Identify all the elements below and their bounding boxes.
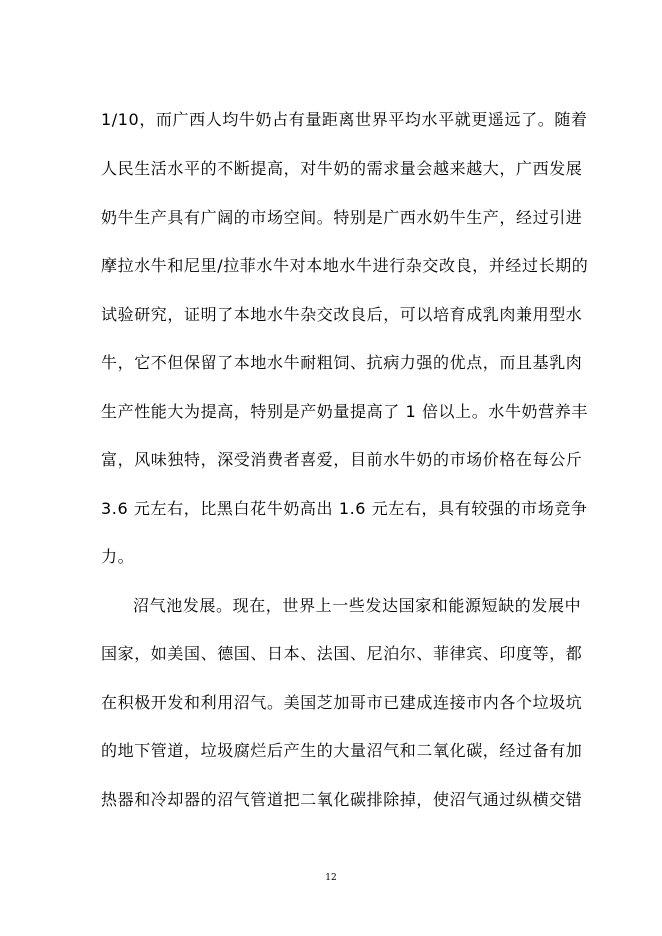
text-line: 摩拉水牛和尼里/拉菲水牛对本地水牛进行杂交改良，并经过长期的 bbox=[101, 256, 589, 275]
text-line: 1/10，而广西人均牛奶占有量距离世界平均水平就更遥远了。随着 bbox=[101, 110, 588, 129]
text-line: 3.6 元左右，比黑白花牛奶高出 1.6 元左右，具有较强的市场竞争 bbox=[101, 499, 588, 518]
text-line: 人民生活水平的不断提高，对牛奶的需求量会越来越大，广西发展 bbox=[101, 159, 583, 178]
text-line: 试验研究，证明了本地水牛杂交改良后，可以培育成乳肉兼用型水 bbox=[101, 305, 583, 324]
text-line: 力。 bbox=[101, 547, 135, 566]
text-line: 奶牛生产具有广阔的市场空间。特别是广西水奶牛生产，经过引进 bbox=[101, 208, 583, 227]
page-number: 12 bbox=[325, 873, 337, 883]
text-line: 热器和冷却器的沼气管道把二氧化碳排除掉，使沼气通过纵横交错 bbox=[101, 790, 583, 809]
text-line: 牛，它不但保留了本地水牛耐粗饲、抗病力强的优点，而且基乳肉 bbox=[101, 353, 583, 372]
text-line: 沼气池发展。现在，世界上一些发达国家和能源短缺的发展中 bbox=[133, 596, 582, 615]
text-line: 生产性能大为提高，特别是产奶量提高了 1 倍以上。水牛奶营养丰 bbox=[101, 402, 588, 421]
text-line: 的地下管道，垃圾腐烂后产生的大量沼气和二氧化碳，经过备有加 bbox=[101, 741, 583, 760]
text-line: 在积极开发和利用沼气。美国芝加哥市已建成连接市内各个垃圾坑 bbox=[101, 693, 583, 712]
text-line: 富，风味独特，深受消费者喜爱，目前水牛奶的市场价格在每公斤 bbox=[101, 450, 583, 469]
text-line: 国家，如美国、德国、日本、法国、尼泊尔、菲律宾、印度等，都 bbox=[101, 644, 583, 663]
